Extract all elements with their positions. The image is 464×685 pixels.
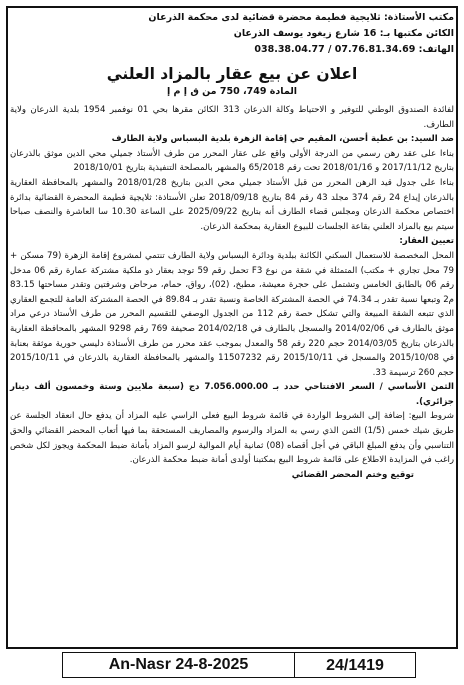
property-heading: تعيين العقار:	[399, 236, 454, 247]
law-article: المادة 749، 750 من ق إ م إ	[166, 86, 298, 97]
phone-line: الهاتف: 07.76.81.34.69 / 038.38.04.77	[254, 44, 454, 55]
office-line: مكتب الأستاذة: ثلايجية فطيمة محضرة قضائية لدى محكمة الذرعان	[148, 12, 454, 23]
signature-line: توقيع وختم المحضر القضائي	[291, 469, 414, 480]
property-description: المحل المخصصة للاستعمال السكني الكائنة ببلدية ودائرة البسباس ولاية الطارف تنتمي لمشروع إقامة الزهرة (79 مسكن + 79 محل تجاري + مكتب) المتمثلة في شقة من نوع F3 تحمل رقم 59 توجد بعقار ذو ملكية مشتركة عمارة رقم 06 مدخل رقم 06 بالطابق الخامس وتشتمل على حجرة معيشة، مطبخ، (02)، رواق، حمام، مرحاض وشرفتين وتقدر مساحتها 83.15 م2 وتبعها نسبة تقدر بـ 74.34 في الحصة المشتركة الخاصة ونسبة تقدر بـ 89.84 في الحصة المشتركة العامة للتجمع العقاري الذي تتبعه الشقة المبيعة والتي تشكل حصة رقم 112 من الجدول الوصفي للتقسيم المحرر من طرف الأستاذ درعي مراد موثق بالطارف في 2014/02/06 والمسجل بالطارف في 2014/02/18 صحيفة 769 رقم 9298 المشهر بالمحافظة العقارية بالذرعان بتاريخ 2014/03/05 حجم 220 رقم 58 والمعدل بموجب عقد محرر من طرف الأستاذة دليسي حورية موثقة بعنابة في 2015/10/08 والمسجل في 2015/10/11 رقم 11507232 والمشهر بالمحافظة العقارية بالذرعان في 2015/10/11 حجم 260 ترسيمة 33.	[10, 250, 454, 378]
creditor-paragraph: لفائدة الصندوق الوطني للتوفير و الاحتياط وكالة الذرعان 313 الكائن مقرها بحي 01 نوفمبر 1954 بلدية الذرعان ولاية الطارف.	[10, 105, 454, 130]
notice-title: اعلان عن بيع عقار بالمزاد العلني	[106, 65, 358, 83]
notice-content	[10, 10, 454, 482]
mortgage-paragraph: بناءا على عقد رهن رسمي من الدرجة الأولى واقع على عقار المحرر من طرف الأستاذ جميلي محي الدين موثق بالذرعان بتاريخ 2017/11/12 و 2018/01/16 تحت رقم 65/2018 والمشهر بالمصلحة التنفيذية بتاريخ 2018/10/01	[10, 148, 454, 174]
auction-paragraph: بناءا على جدول قيد الرهن المحرر من قبل الأستاذ جميلي محي الدين بتاريخ 2018/01/28 والمشهر بالمحافظة العقارية بالذرعان إيداع 24 رقم 374 مجلد 43 رقم 84 بتاريخ 2018/09/18 تعلن الأستاذة: ثلايجية فطيمة المحضرة القضائية بدائرة اختصاص محكمة الذرعان ومجلس قضاء الطارف أنه بتاريخ 2025/09/22 على الساعة 10.30 سا العاشرة والنصف صباحا سيتم بيع بالمزاد العلني بقاعة الجلسات للبيوع العقارية بمحكمة الذرعان.	[10, 177, 455, 232]
address-line: الكائن مكتبها بـ: 16 شارع زيغود يوسف الذرعان	[233, 28, 454, 39]
notice-reference: 24/1419	[326, 656, 384, 674]
sale-conditions: شروط البيع: إضافة إلى الشروط الواردة في قائمة شروط البيع فعلى الراسي عليه المزاد أن يدفع حال انعقاد الجلسة عن طريق شيك خمس (1/5) الثمن الذي رسي به المزاد والرسوم والمصاريف المستحقة بما فيها أتعاب المحضر القضائي والحق التناسبي وأن يدفع المبلغ الباقي في أجل أقصاه (08) ثمانية أيام الموالية لرسو المزاد بأمانة ضبط المحكمة ويجوز لكل شخص راغب في المزايدة الاطلاع على قائمة شروط البيع بمكتبنا أولدى أمانة ضبط محكمة الذرعان.	[10, 411, 455, 466]
debtor-paragraph: ضد السيد: بن عطية أحسن، المقيم حي إقامة الزهرة بلدية البسباس ولاية الطارف	[111, 134, 454, 145]
base-price: الثمن الأساسي / السعر الافتتاحي حدد بـ 7.056.000.00 دج (سبعة ملايين وستة وخمسون ألف دينار جزائري).	[10, 382, 454, 407]
newspaper-footer	[62, 652, 416, 678]
newspaper-date: An-Nasr 24-8-2025	[63, 653, 295, 677]
